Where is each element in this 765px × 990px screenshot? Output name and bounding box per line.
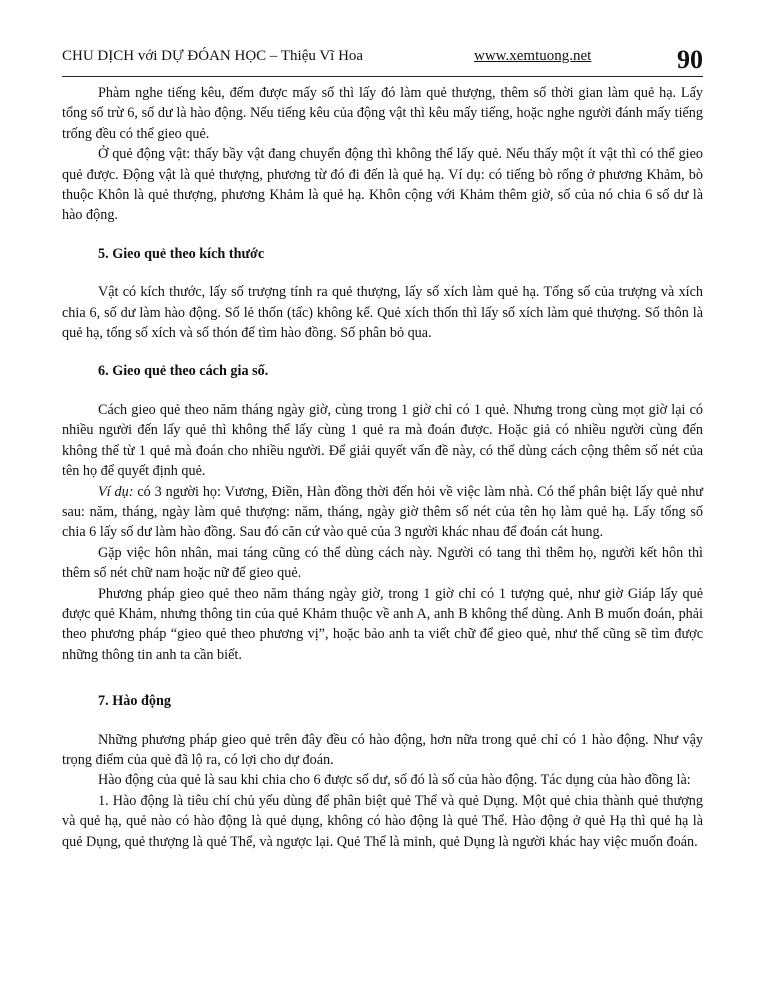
paragraph: Gặp việc hôn nhân, mai táng cũng có thể dùng cách này. Người có tang thì thêm họ, người kết hôn thì thêm số nét chữ nam hoặc nữ để gieo quẻ. bbox=[62, 544, 703, 582]
page-number: 90 bbox=[677, 45, 703, 74]
paragraph: Cách gieo quẻ theo năm tháng ngày giờ, cùng trong 1 giờ chỉ có 1 quẻ. Nhưng trong cùng mọt giờ lại có nhiều người đến lấy quẻ thì không thể lấy cùng 1 quẻ ra mà đoán được. Hoặc giả có nhiều người cùng đến không thể từ 1 quẻ mà đoán cho nhiều người. Để giải quyết vấn đề này, có thể dùng cách cộng thêm số nét của tên họ để quyết định quẻ. bbox=[62, 401, 703, 480]
website-link[interactable]: www.xemtuong.net bbox=[474, 48, 592, 64]
example-label: Ví dụ: bbox=[98, 483, 134, 500]
paragraph: Hào động của quẻ là sau khi chia cho 6 được số dư, số đó là số của hào động. Tác dụng của hào đồng là: bbox=[98, 772, 691, 789]
paragraph: Vật có kích thước, lấy số trượng tính ra quẻ thượng, lấy số xích làm quẻ hạ. Tổng số của trượng và xích chia 6, số dư làm hào động. Số lẻ thốn (tấc) không kể. Quẻ xích thốn thì lấy số xích làm quẻ thượng. Số thôn là quẻ hạ, tổng số xích và số thón để tìm hào đồng. Số phân bỏ qua. bbox=[62, 284, 703, 342]
page-content bbox=[62, 83, 703, 852]
example-paragraph bbox=[62, 482, 703, 543]
section-heading-5: 5. Gieo quẻ theo kích thước bbox=[98, 245, 265, 262]
paragraph: 1. Hào động là tiêu chí chủ yếu dùng để phân biệt quẻ Thể và quẻ Dụng. Một quẻ chia thành quẻ thượng và quẻ hạ, quẻ nào có hào động là quẻ dụng, không có hào động là quẻ Thể. Hào động ở quẻ Hạ thì quẻ hạ là quẻ Dụng, quẻ thượng là quẻ Thể, và ngược lại. Quẻ Thể là minh, quẻ Dụng là người khác hay việc muốn đoán. bbox=[62, 792, 703, 850]
page-header bbox=[62, 44, 703, 77]
paragraph: Phàm nghe tiếng kêu, đếm được mấy số thì lấy đó làm quẻ thượng, thêm số thời gian làm quẻ hạ. Lấy tổng số trừ 6, số dư là hào động. Nếu tiếng kêu của động vật thì kêu mấy tiếng, hoặc nghe người đánh mấy tiếng trống đều có thể gieo quẻ. bbox=[62, 85, 703, 142]
paragraph: Phương pháp gieo quẻ theo năm tháng ngày giờ, trong 1 giờ chỉ có 1 tượng quẻ, như giờ Giáp lấy quẻ được quẻ Khảm, nhưng thông tin của quẻ Khảm thuộc về anh A, anh B không thể dùng. Anh B muốn đoán, phải theo phương pháp “gieo quẻ theo phương vị”, hoặc bảo anh ta viết chữ để gieo quẻ, như thế cũng sẽ tìm được những thông tin anh ta cần biết. bbox=[62, 585, 703, 663]
section-heading-6: 6. Gieo quẻ theo cách gia số. bbox=[98, 363, 269, 380]
example-text: có 3 người họ: Vương, Điền, Hàn đồng thời đến hỏi về việc làm nhà. Có thể phân biệt lấy quẻ như sau: năm, tháng, ngày làm quẻ thượng: năm, tháng, ngày giờ thêm số nét của tên họ làm quẻ hạ. Lấy tổng số chia 6 lấy số dư làm hào đồng. Sau đó căn cứ vào quẻ của 3 người khác nhau để đoán cát hung. bbox=[62, 483, 703, 541]
book-title: CHU DỊCH với DỰ ĐÓAN HỌC – Thiệu Vĩ Hoa bbox=[62, 48, 364, 64]
paragraph: Ở quẻ động vật: thấy bầy vật đang chuyển động thì không thể lấy quẻ. Nếu thấy một ít vật thì có thể gieo quẻ được. Động vật là quẻ thượng, phương từ đó đi đến là quẻ hạ. Ví dụ: có tiếng bò rống ở phương Khảm, bò thuộc Khôn là quẻ thượng, phương Khảm là quẻ hạ. Khôn cộng với Khảm thêm giờ, số của nó chia 6 số dư là hào động. bbox=[62, 146, 703, 224]
paragraph: Những phương pháp gieo quẻ trên đây đều có hào động, hơn nữa trong quẻ chỉ có 1 hào động. Như vậy trọng điểm của quẻ đã lộ ra, có lợi cho dự đoán. bbox=[62, 731, 703, 768]
section-heading-7: 7. Hào động bbox=[98, 693, 171, 710]
